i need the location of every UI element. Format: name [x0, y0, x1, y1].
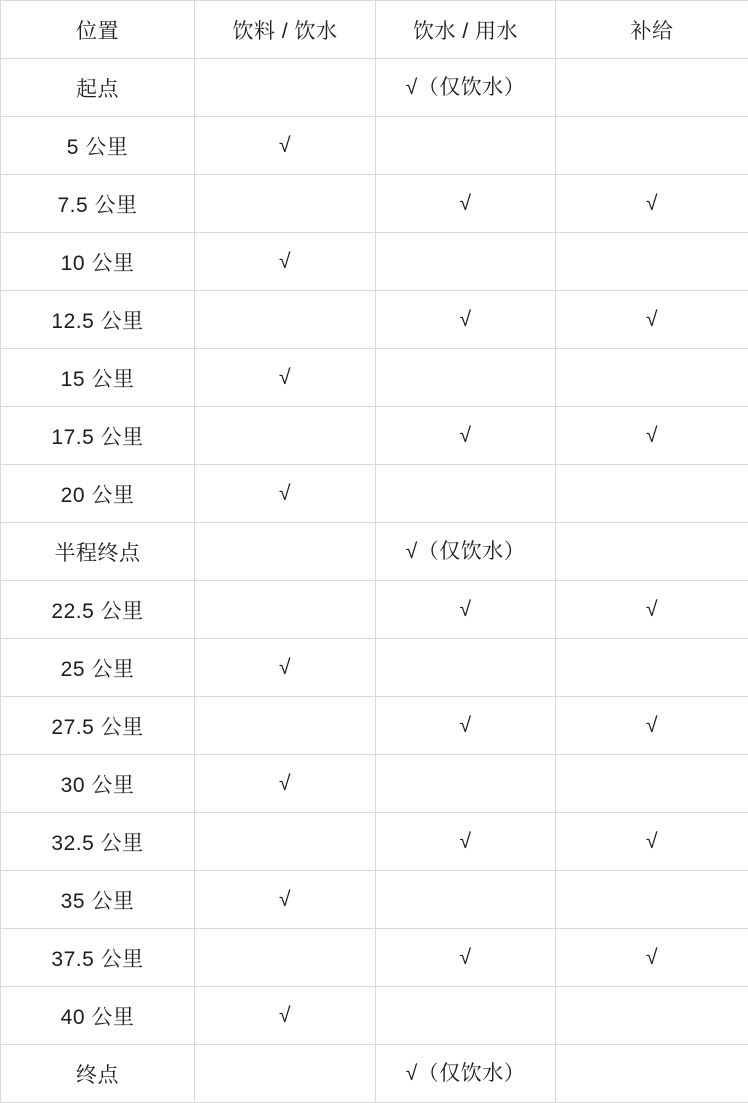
cell-water [376, 233, 556, 291]
cell-supply: √ [556, 407, 748, 465]
cell-supply: √ [556, 813, 748, 871]
cell-water: √ [376, 929, 556, 987]
cell-location: 22.5 公里 [1, 581, 195, 639]
table-row [1, 987, 748, 1045]
cell-drink [195, 407, 376, 465]
cell-location: 7.5 公里 [1, 175, 195, 233]
cell-drink: √ [195, 233, 376, 291]
table-header-row [1, 1, 748, 59]
cell-drink: √ [195, 987, 376, 1045]
table-row [1, 929, 748, 987]
cell-water [376, 871, 556, 929]
column-header-supply: 补给 [556, 1, 748, 59]
table-row [1, 639, 748, 697]
cell-location: 终点 [1, 1045, 195, 1103]
cell-drink: √ [195, 755, 376, 813]
cell-water: √ [376, 813, 556, 871]
cell-location: 5 公里 [1, 117, 195, 175]
column-header-drink: 饮料 / 饮水 [195, 1, 376, 59]
cell-drink: √ [195, 871, 376, 929]
cell-water: √ [376, 175, 556, 233]
cell-location: 30 公里 [1, 755, 195, 813]
cell-water: √ [376, 407, 556, 465]
cell-water [376, 987, 556, 1045]
cell-location: 20 公里 [1, 465, 195, 523]
table-row [1, 349, 748, 407]
cell-drink [195, 929, 376, 987]
cell-drink [195, 291, 376, 349]
cell-water: √ [376, 581, 556, 639]
cell-supply [556, 349, 748, 407]
cell-drink [195, 59, 376, 117]
cell-water [376, 349, 556, 407]
table-row [1, 871, 748, 929]
table-body [1, 59, 748, 1103]
cell-supply [556, 523, 748, 581]
table-row [1, 755, 748, 813]
cell-drink: √ [195, 465, 376, 523]
table-row [1, 581, 748, 639]
table-row [1, 813, 748, 871]
cell-location: 17.5 公里 [1, 407, 195, 465]
cell-location: 37.5 公里 [1, 929, 195, 987]
cell-drink [195, 523, 376, 581]
table-row [1, 1045, 748, 1103]
column-header-location: 位置 [1, 1, 195, 59]
cell-water [376, 755, 556, 813]
cell-supply [556, 755, 748, 813]
cell-drink [195, 1045, 376, 1103]
cell-water: √ [376, 697, 556, 755]
cell-supply: √ [556, 697, 748, 755]
cell-supply [556, 117, 748, 175]
table-header [1, 1, 748, 59]
table-row [1, 117, 748, 175]
cell-supply: √ [556, 291, 748, 349]
cell-water: √（仅饮水） [376, 1045, 556, 1103]
cell-water: √（仅饮水） [376, 523, 556, 581]
cell-location: 32.5 公里 [1, 813, 195, 871]
cell-supply [556, 639, 748, 697]
table-row [1, 175, 748, 233]
cell-supply: √ [556, 929, 748, 987]
cell-drink: √ [195, 349, 376, 407]
table-row [1, 407, 748, 465]
cell-supply [556, 1045, 748, 1103]
table-row [1, 59, 748, 117]
cell-drink [195, 813, 376, 871]
cell-location: 40 公里 [1, 987, 195, 1045]
cell-location: 半程终点 [1, 523, 195, 581]
cell-water [376, 465, 556, 523]
cell-water [376, 639, 556, 697]
cell-location: 25 公里 [1, 639, 195, 697]
cell-location: 27.5 公里 [1, 697, 195, 755]
cell-supply [556, 59, 748, 117]
cell-water [376, 117, 556, 175]
cell-supply [556, 233, 748, 291]
cell-supply [556, 871, 748, 929]
cell-drink [195, 581, 376, 639]
table-row [1, 465, 748, 523]
cell-supply: √ [556, 175, 748, 233]
column-header-water: 饮水 / 用水 [376, 1, 556, 59]
cell-location: 12.5 公里 [1, 291, 195, 349]
table-row [1, 291, 748, 349]
cell-drink [195, 175, 376, 233]
table-row [1, 697, 748, 755]
cell-location: 10 公里 [1, 233, 195, 291]
cell-location: 起点 [1, 59, 195, 117]
cell-supply [556, 987, 748, 1045]
cell-supply [556, 465, 748, 523]
cell-drink [195, 697, 376, 755]
table-row [1, 233, 748, 291]
cell-drink: √ [195, 117, 376, 175]
cell-supply: √ [556, 581, 748, 639]
cell-water: √（仅饮水） [376, 59, 556, 117]
cell-drink: √ [195, 639, 376, 697]
table-row [1, 523, 748, 581]
cell-water: √ [376, 291, 556, 349]
cell-location: 15 公里 [1, 349, 195, 407]
cell-location: 35 公里 [1, 871, 195, 929]
